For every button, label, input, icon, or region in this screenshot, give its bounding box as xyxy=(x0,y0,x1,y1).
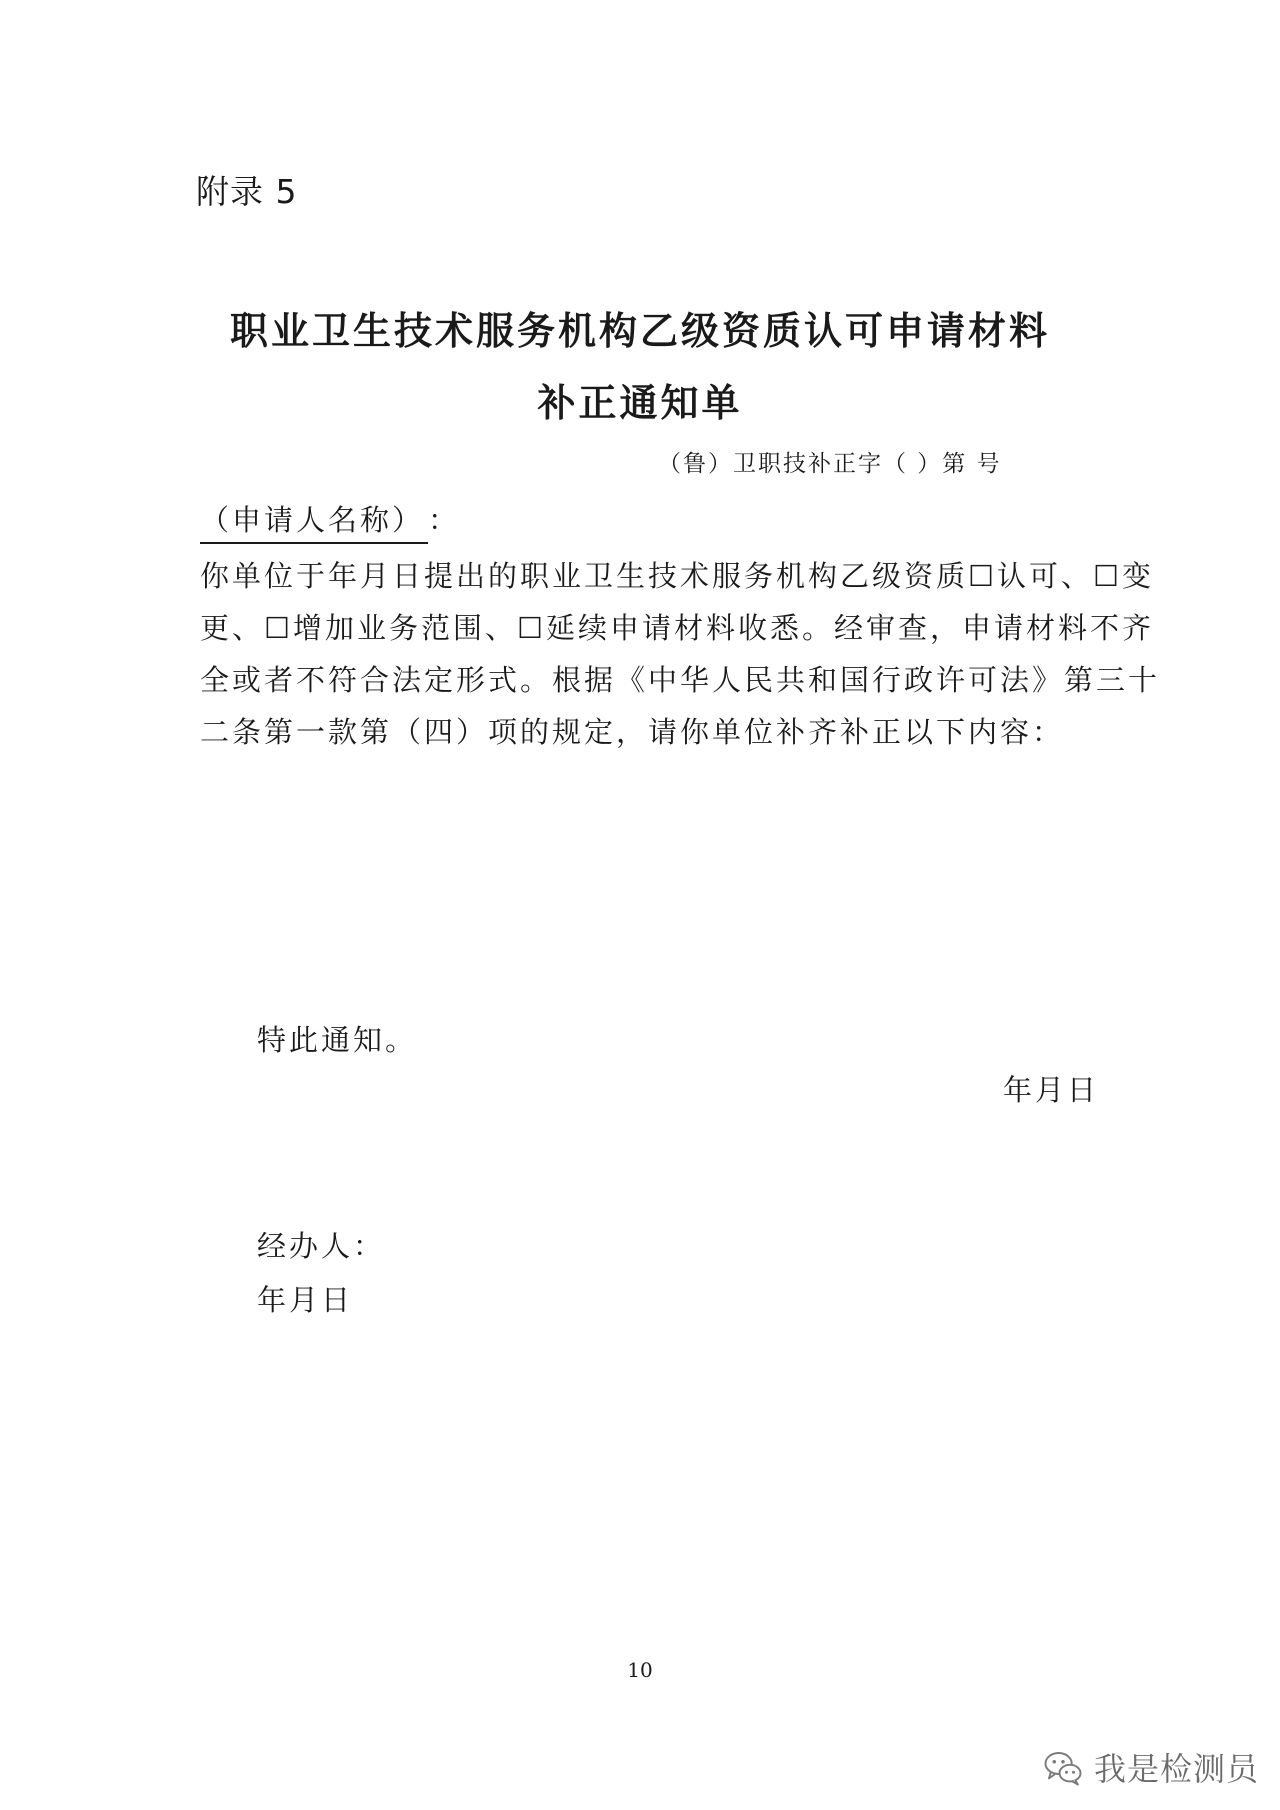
applicant-colon: ： xyxy=(428,503,461,537)
watermark-text: 我是检测员 xyxy=(1094,1750,1260,1788)
notice-body-line-1: 你单位于年月日提出的职业卫生技术服务机构乙级资质☐认可、☐变 xyxy=(200,559,1154,593)
applicant-name-field: （申请人名称） xyxy=(200,498,428,544)
document-number: （鲁）卫职技补正字（ ）第 号 xyxy=(658,451,1002,477)
applicant-line xyxy=(200,498,460,544)
issue-date: 年月日 xyxy=(1003,1073,1100,1107)
page-number: 10 xyxy=(627,1658,653,1682)
appendix-label: 附录 5 xyxy=(196,172,298,211)
document-title-line-1: 职业卫生技术服务机构乙级资质认可申请材料 xyxy=(229,309,1050,353)
handler-date: 年月日 xyxy=(257,1283,354,1317)
notice-closing: 特此通知。 xyxy=(257,1023,418,1057)
notice-body-line-4: 二条第一款第（四）项的规定，请你单位补齐补正以下内容： xyxy=(200,715,1065,749)
handler-label: 经办人： xyxy=(257,1229,386,1263)
notice-body-line-3: 全或者不符合法定形式。根据《中华人民共和国行政许可法》第三十 xyxy=(200,663,1161,697)
wechat-icon xyxy=(1042,1746,1084,1788)
notice-body-line-2: 更、☐增加业务范围、☐延续申请材料收悉。经审查，申请材料不齐 xyxy=(200,611,1154,645)
notice-body xyxy=(200,550,1161,758)
document-title-line-2: 补正通知单 xyxy=(537,381,743,425)
watermark xyxy=(1042,1744,1259,1790)
